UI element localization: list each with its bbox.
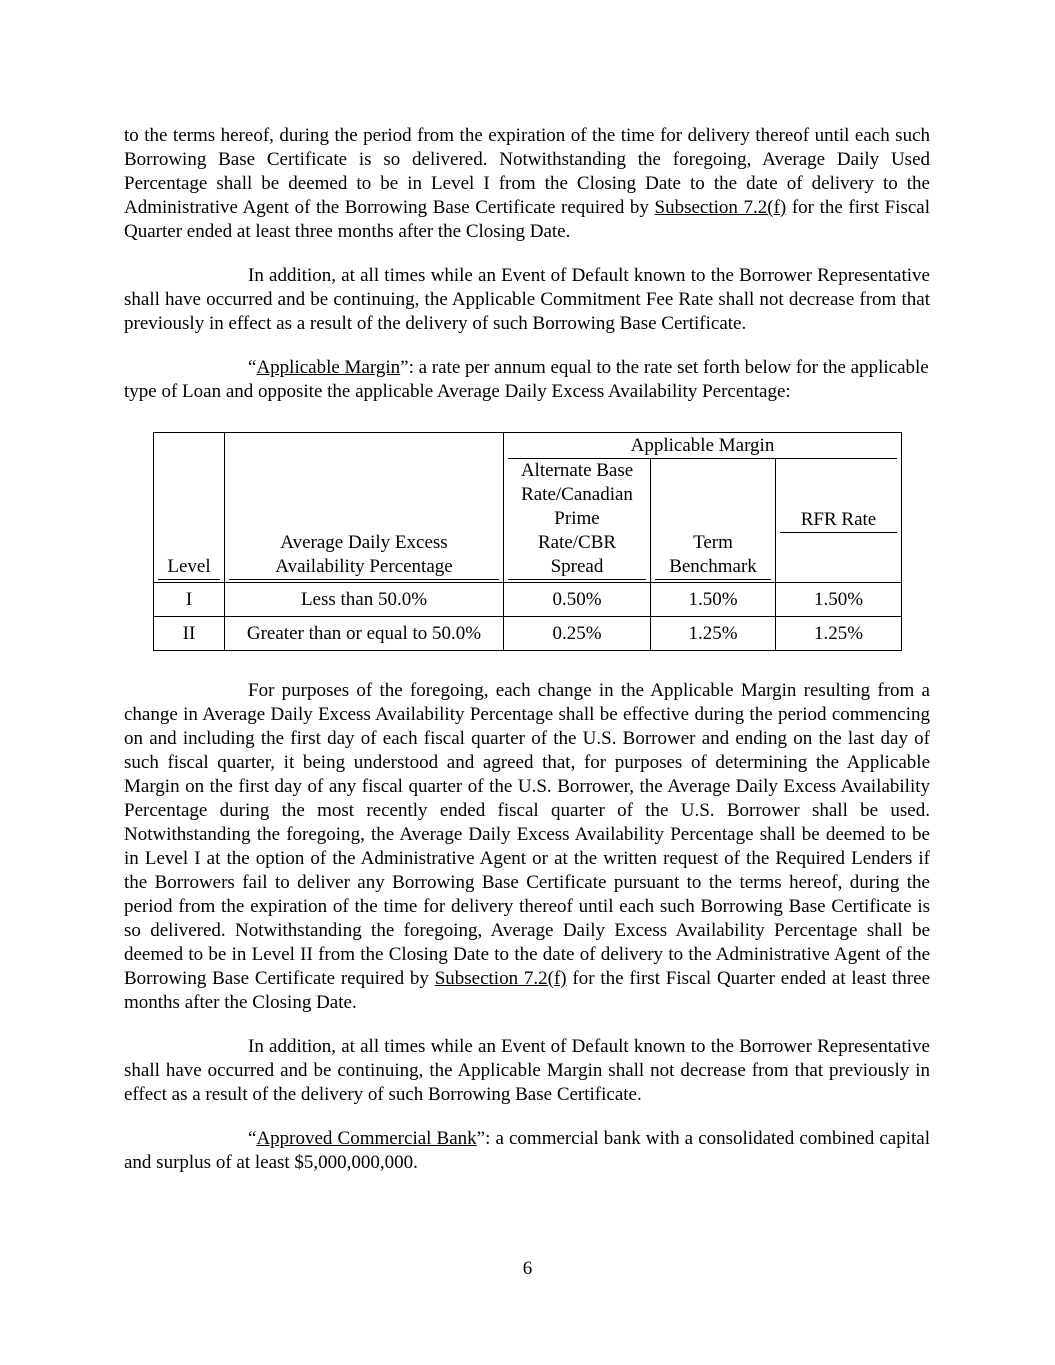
header-term-benchmark: Term Benchmark (651, 459, 776, 583)
quote-mark: “ (248, 1128, 257, 1149)
definition-text: ”: a commercial bank with a consolidated combined capital and surplus of at least $5,000,000,000. (124, 1128, 930, 1173)
paragraph-text: for the first Fiscal Quarter ended at least three months after the Closing Date. (124, 968, 931, 1013)
cell-level: I (154, 583, 225, 617)
table-group-header-row (154, 433, 902, 460)
paragraph-text: For purposes of the foregoing, each change in the Applicable Margin resulting from a change in Average Daily Excess Availability Percentage shall be effective during the period commencing on and including the first day of each fiscal quarter of the U.S. Borrower and ending on the last day of such fiscal quarter, it being understood and agreed that, for purposes of determining the Applicable Margin on the first day of any fiscal quarter of the U.S. Borrower, the Average Daily Excess Availability Percentage during the most recently ended fiscal quarter of the U.S. Borrower shall be used. Notwithstanding the foregoing, the Average Daily Excess Availability Percentage shall be deemed to be in Level I at the option of the Administrative Agent or at the written request of the Required Lenders if the Borrowers fail to deliver any Borrowing Base Certificate pursuant to the terms hereof, during the period from the expiration of the time for delivery thereof until each such Borrowing Base Certificate is so delivered. Notwithstanding the foregoing, Average Daily Excess Availability Percentage shall be deemed to be in Level II from the Closing Date to the date of delivery to the Administrative Agent of the Borrowing Base Certificate required by (124, 680, 930, 989)
header-percentage: Average Daily Excess Availability Percentage (225, 433, 504, 583)
table-row (154, 583, 902, 617)
cell-abr: 0.25% (504, 617, 651, 651)
page-number: 6 (522, 1258, 533, 1279)
header-applicable-margin: Applicable Margin (504, 433, 902, 460)
cell-percentage: Less than 50.0% (225, 583, 504, 617)
document-page (124, 124, 930, 1175)
subsection-reference: Subsection 7.2(f) (654, 197, 787, 218)
table-row (154, 617, 902, 651)
definition-text: ”: a rate per annum equal to the rate set forth below for the applicable type of Loan and opposite the applicable Average Daily Excess Availability Percentage: (124, 357, 929, 402)
quote-mark: “ (248, 357, 257, 378)
applicable-margin-table (153, 432, 902, 651)
paragraph-text: for the first Fiscal Quarter ended at least three months after the Closing Date. (124, 197, 930, 242)
subsection-reference: Subsection 7.2(f) (434, 968, 567, 989)
paragraph-commitment-fee: In addition, at all times while an Event of Default known to the Borrower Representative shall have occurred and be continuing, the Applicable Commitment Fee Rate shall not decrease from that previously in effect as a result of the delivery of such Borrowing Base Certificate. (124, 265, 930, 334)
cell-term: 1.25% (651, 617, 776, 651)
defined-term: Applicable Margin (256, 357, 401, 378)
definition-approved-commercial-bank (124, 1127, 930, 1175)
paragraph-text: to the terms hereof, during the period from the expiration of the time for delivery thereof until each such Borrowing Base Certificate is so delivered. Notwithstanding the foregoing, Average Daily Used Percentage shall be deemed to be in Level I from the Closing Date to the date of delivery to the Administrative Agent of the Borrowing Base Certificate required by (124, 125, 930, 218)
cell-term: 1.50% (651, 583, 776, 617)
cell-level: II (154, 617, 225, 651)
cell-rfr: 1.25% (776, 617, 902, 651)
definition-applicable-margin (124, 356, 930, 404)
cell-rfr: 1.50% (776, 583, 902, 617)
header-rfr-rate: RFR Rate (776, 459, 902, 583)
cell-abr: 0.50% (504, 583, 651, 617)
header-abr-spread: Alternate Base Rate/Canadian Prime Rate/CBR Spread (504, 459, 651, 583)
paragraph-event-of-default: In addition, at all times while an Event of Default known to the Borrower Representative shall have occurred and be continuing, the Applicable Margin shall not decrease from that previously in effect as a result of the delivery of such Borrowing Base Certificate. (124, 1036, 930, 1105)
defined-term: Approved Commercial Bank (256, 1128, 477, 1149)
paragraph-continuation (124, 124, 930, 244)
cell-percentage: Greater than or equal to 50.0% (225, 617, 504, 651)
paragraph-margin-change (124, 679, 930, 1015)
header-level: Level (154, 433, 225, 583)
